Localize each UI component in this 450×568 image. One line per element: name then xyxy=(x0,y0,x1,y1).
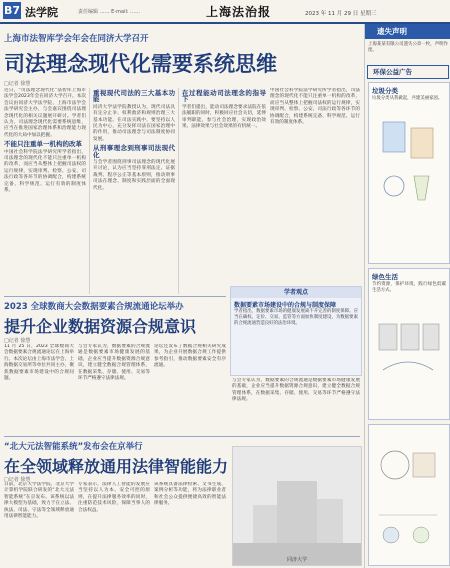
article1-column-4 xyxy=(270,88,360,284)
article1-headline: 司法理念现代化需要系统思维 xyxy=(4,52,277,76)
article1-body-1: 近日，“司法理念现代化”法智库上海市法学会2023年会在同济大学召开。本次会议由同济大学法学院、上海市法学会法学研究会主办，与会嘉宾围绕司法理念现代化的相关议题展开研讨。学者们认为，司法理念现代化需要系统思维，应当在推进国家治理体系和治理能力现代化的大局中加以把握。 xyxy=(4,88,86,138)
building-photo-icon xyxy=(233,447,361,565)
ad-card-1 xyxy=(368,82,450,264)
notice-text: 上海某某有限公司遗失公章一枚，声明作废。 xyxy=(368,42,448,53)
article1-column-1 xyxy=(4,88,86,298)
article3-kicker: “北大元法智能系统”发布会在京举行 xyxy=(4,442,143,452)
news-photo xyxy=(232,446,362,566)
notice-banner: 遗失声明 xyxy=(365,24,450,39)
article-divider xyxy=(4,296,226,297)
article1-kicker: 上海市法智库学会年会在同济大学召开 xyxy=(4,34,149,44)
column-divider xyxy=(89,88,90,294)
ad-card-2-text: 节约资源，保护环境，践行绿色低碳生活方式。 xyxy=(372,282,446,293)
explainer-continued: 与会专家认为，数据要素的合规流通是数据要素市场健康发展的基础，企业应当提升数据资源合规意识，建立健全数据合规管理体系，在数据采集、存储、使用、交易等环节严格遵守法律法规。 xyxy=(232,378,360,403)
page-number: B7 xyxy=(3,4,21,17)
article1-subhead-3: 从刑事理念到刑事司法现代化 xyxy=(93,144,175,159)
article1-body-5: 学者们提出，能动司法理念要求法院在依法履职的同时，积极回应社会关切，延伸审判职能，参与社会治理，实现政治效果、法律效果与社会效果的有机统一。 xyxy=(182,104,266,130)
article3-byline: □记者 徐慧 xyxy=(4,477,31,483)
article1-body-4: 与会学者围绕刑事司法理念的现代化展开讨论，认为应当坚持罪刑法定、证据裁判、程序公正等基本原则，推动刑事司法在理念、制度和实践层面的全面现代化。 xyxy=(93,160,175,191)
article1-subhead-4: 在过程能动司法理念的指导下 xyxy=(182,89,266,104)
article1-body-2: 中国社会科学院法学研究所学者指出，司法理念的现代化不能只注重单一机构的改革，而应当从整体上把握司法权的运行规律，实现审判、检察、公安、司法行政等各环节的协调配合，构建系统完备、科学规范、运行有效的制度体系。 xyxy=(4,149,86,194)
header-meta: 责任编辑 …… E-mail: …… xyxy=(78,9,141,15)
illustration-icon xyxy=(369,294,447,394)
ad-banner: 环保公益广告 xyxy=(367,65,449,79)
explainer-head: 学者观点 xyxy=(231,287,361,298)
article1-subhead-2: 重视现代司法的三大基本功能 xyxy=(93,89,175,104)
article1-column-2 xyxy=(93,88,175,298)
explainer-box xyxy=(230,286,362,376)
main-content xyxy=(0,24,362,568)
ad-card-1-text: 垃圾分类从我做起，共建美丽家园。 xyxy=(372,96,443,101)
page-header xyxy=(0,0,450,24)
article3-headline: 在全领域释放通用法律智能能力 xyxy=(4,457,229,476)
article1-body-1-cont: 中国社会科学院法学研究所学者指出，司法理念的现代化不能只注重单一机构的改革，而应当从整体上把握司法权的运行规律，实现审判、检察、公安、司法行政等各环节的协调配合，构建系统完备、科学规范、运行有效的制度体系。 xyxy=(270,88,360,126)
column-divider xyxy=(178,88,179,294)
article2-headline: 提升企业数据资源合规意识 xyxy=(4,317,197,336)
article2-byline: □记者 徐慧 xyxy=(4,338,31,344)
ad-card-3 xyxy=(368,424,450,566)
article3-column-2: 专家表示，法律人工智能的发展应当坚持以人为本、安全可控的原则，在提升法律服务效率的同时，注重防范技术风险，保障当事人的合法权益。 xyxy=(78,482,150,513)
article1-body-3: 同济大学法学院教授认为，现代司法具有定分止争、权利救济和规则治理三大基本功能。在司法实践中，要坚持以人民为中心，充分发挥司法在国家治理中的作用，推动司法理念与司法制度协同发展。 xyxy=(93,104,175,142)
explainer-title: 数据要素市场建设中的合规与制度保障 xyxy=(234,302,337,309)
newspaper-name: 上海法治报 xyxy=(206,5,272,19)
issue-date: 2023 年 11 月 29 日 星期三 xyxy=(305,11,377,17)
article2-column-3: 论坛还发布了数据合规相关研究成果，为企业开展数据合规工作提供参考指引，推动数据要素安全有序流通。 xyxy=(154,344,226,369)
illustration-icon xyxy=(369,102,447,222)
article2-kicker: 2023 全球数商大会数据要素合规流通论坛举办 xyxy=(4,302,184,312)
ad-card-2-title: 绿色生活 xyxy=(372,273,398,281)
explainer-body: 学者指出，数据要素市场的健康发展离不开完善的制度保障。应当在确权、定价、交易、监管等方面加快制度建设，为数据要素的合规流通营造良好的法治环境。 xyxy=(234,309,358,326)
article1-subhead-1: 不能只注重单一机构的改革 xyxy=(4,140,82,149)
photo-caption: 同济大学 xyxy=(286,557,307,563)
ad-card-1-title: 垃圾分类 xyxy=(372,87,398,95)
sidebar xyxy=(364,24,450,568)
section-name: 法学院 xyxy=(25,6,58,19)
article3-column-3: 该系统具备法律检索、文书生成、案例分析等功能，将为法律职业者和社会公众提供便捷高效的智能法律服务。 xyxy=(154,482,226,507)
article2-column-1: 11 月 25 日，2023 全球数商大会数据要素合规流通论坛在上海举行。本次论坛由上海市法学会、上海数据交易所等单位共同主办，聚焦数据要素市场建设中的合规问题。 xyxy=(4,344,74,382)
article2-column-2: 与会专家认为，数据要素的合规流通是数据要素市场健康发展的基础，企业应当提升数据资源合规意识，建立健全数据合规管理体系，在数据采集、存储、使用、交易等环节严格遵守法律法规。 xyxy=(78,344,150,382)
illustration-icon xyxy=(369,425,447,563)
article1-column-3 xyxy=(182,88,266,284)
ad-card-2 xyxy=(368,268,450,420)
article3-column-1: 日前，北京大学法学院、北京大学计算机学院联合研发的“北大元法智能系统”在京发布。该系统以法律大模型为基础，致力于在立法、执法、司法、守法等全领域释放通用法律智能能力。 xyxy=(4,482,74,520)
article-divider xyxy=(4,436,360,437)
article1-byline: □记者 徐慧 xyxy=(4,81,31,87)
